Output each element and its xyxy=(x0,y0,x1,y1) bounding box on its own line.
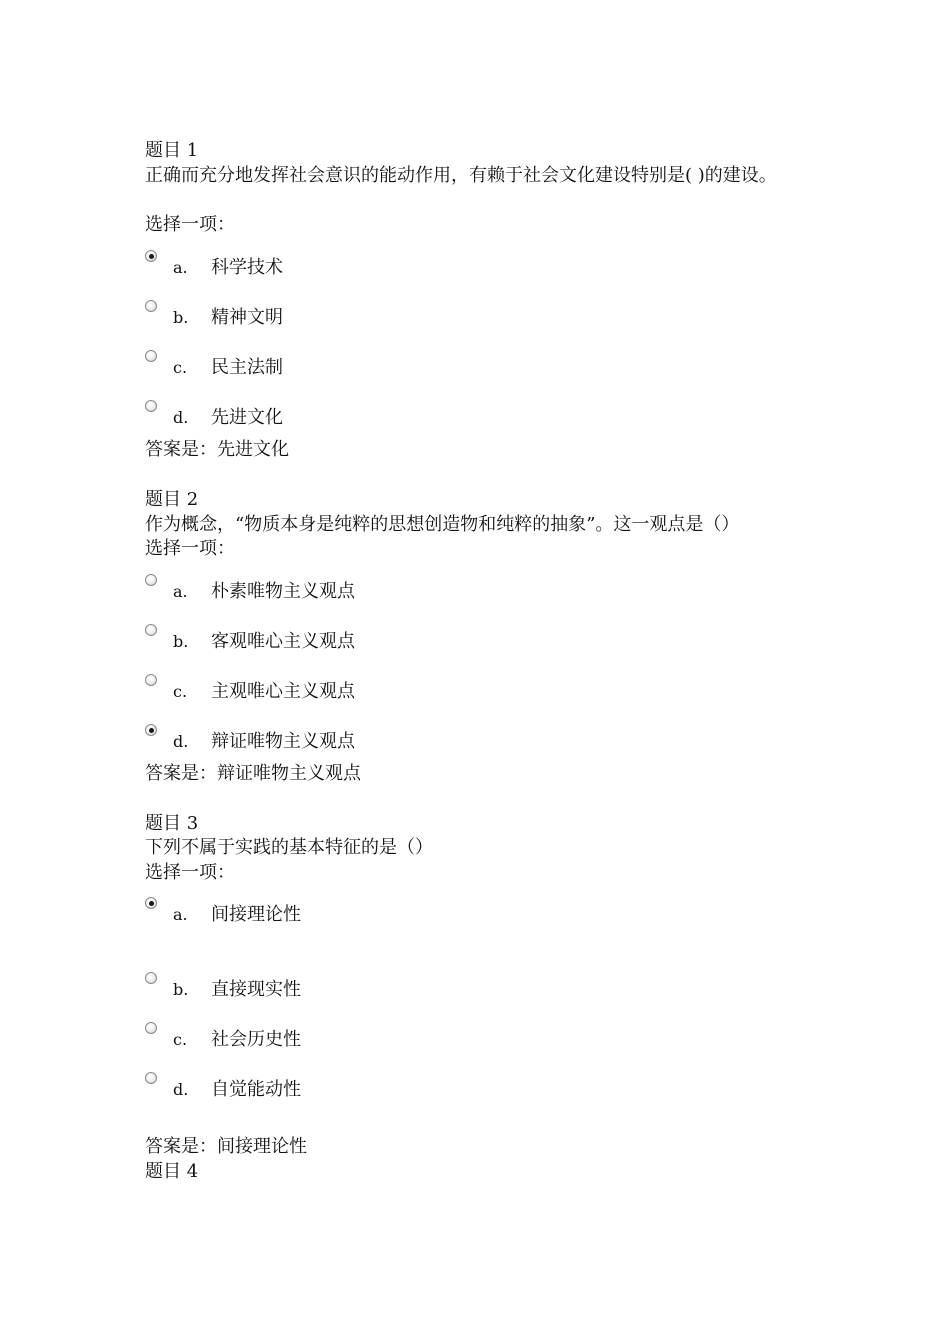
radio-button-icon[interactable] xyxy=(145,1072,157,1084)
question-1-title: 题目 1 xyxy=(145,140,199,161)
question-3-prompt: 选择一项： xyxy=(145,862,235,883)
option-text: 科学技术 xyxy=(211,257,283,278)
option-text: 客观唯心主义观点 xyxy=(211,631,355,652)
option-text: 自觉能动性 xyxy=(211,1079,301,1100)
radio-button-icon[interactable] xyxy=(145,624,157,636)
radio-button-icon[interactable] xyxy=(145,400,157,412)
radio-button-icon[interactable] xyxy=(145,250,157,262)
question-2-text: 作为概念，“物质本身是纯粹的思想创造物和纯粹的抽象”。这一观点是（） xyxy=(145,514,740,535)
question-1-prompt: 选择一项： xyxy=(145,214,235,235)
radio-button-icon[interactable] xyxy=(145,897,157,909)
question-2-prompt: 选择一项： xyxy=(145,538,235,559)
option-text: 社会历史性 xyxy=(211,1029,301,1050)
option-letter: c. xyxy=(173,682,188,701)
question-3-title: 题目 3 xyxy=(145,813,199,834)
question-3-text: 下列不属于实践的基本特征的是（） xyxy=(145,837,433,858)
radio-button-icon[interactable] xyxy=(145,674,157,686)
option-text: 主观唯心主义观点 xyxy=(211,681,355,702)
radio-button-icon[interactable] xyxy=(145,350,157,362)
option-letter: b. xyxy=(173,980,189,999)
option-letter: a. xyxy=(173,582,188,601)
radio-button-icon[interactable] xyxy=(145,300,157,312)
option-text: 民主法制 xyxy=(211,357,283,378)
option-text: 间接理论性 xyxy=(211,904,301,925)
option-letter: c. xyxy=(173,1030,188,1049)
option-letter: a. xyxy=(173,905,188,924)
option-letter: a. xyxy=(173,258,188,277)
radio-button-icon[interactable] xyxy=(145,1022,157,1034)
option-letter: d. xyxy=(173,732,189,751)
option-letter: d. xyxy=(173,408,189,427)
option-text: 精神文明 xyxy=(211,307,283,328)
question-1-answer: 答案是：先进文化 xyxy=(145,439,289,460)
question-2-title: 题目 2 xyxy=(145,489,199,510)
option-letter: c. xyxy=(173,358,188,377)
option-text: 先进文化 xyxy=(211,407,283,428)
option-text: 朴素唯物主义观点 xyxy=(211,581,355,602)
radio-button-icon[interactable] xyxy=(145,972,157,984)
question-1-text: 正确而充分地发挥社会意识的能动作用，有赖于社会文化建设特别是( )的建设。 xyxy=(145,165,777,186)
option-text: 辩证唯物主义观点 xyxy=(211,731,355,752)
question-2-answer: 答案是：辩证唯物主义观点 xyxy=(145,763,361,784)
question-3-answer: 答案是：间接理论性 xyxy=(145,1136,307,1157)
option-letter: b. xyxy=(173,632,189,651)
option-letter: d. xyxy=(173,1080,189,1099)
option-text: 直接现实性 xyxy=(211,979,301,1000)
radio-button-icon[interactable] xyxy=(145,724,157,736)
option-letter: b. xyxy=(173,308,189,327)
radio-button-icon[interactable] xyxy=(145,574,157,586)
question-4-title: 题目 4 xyxy=(145,1161,199,1182)
